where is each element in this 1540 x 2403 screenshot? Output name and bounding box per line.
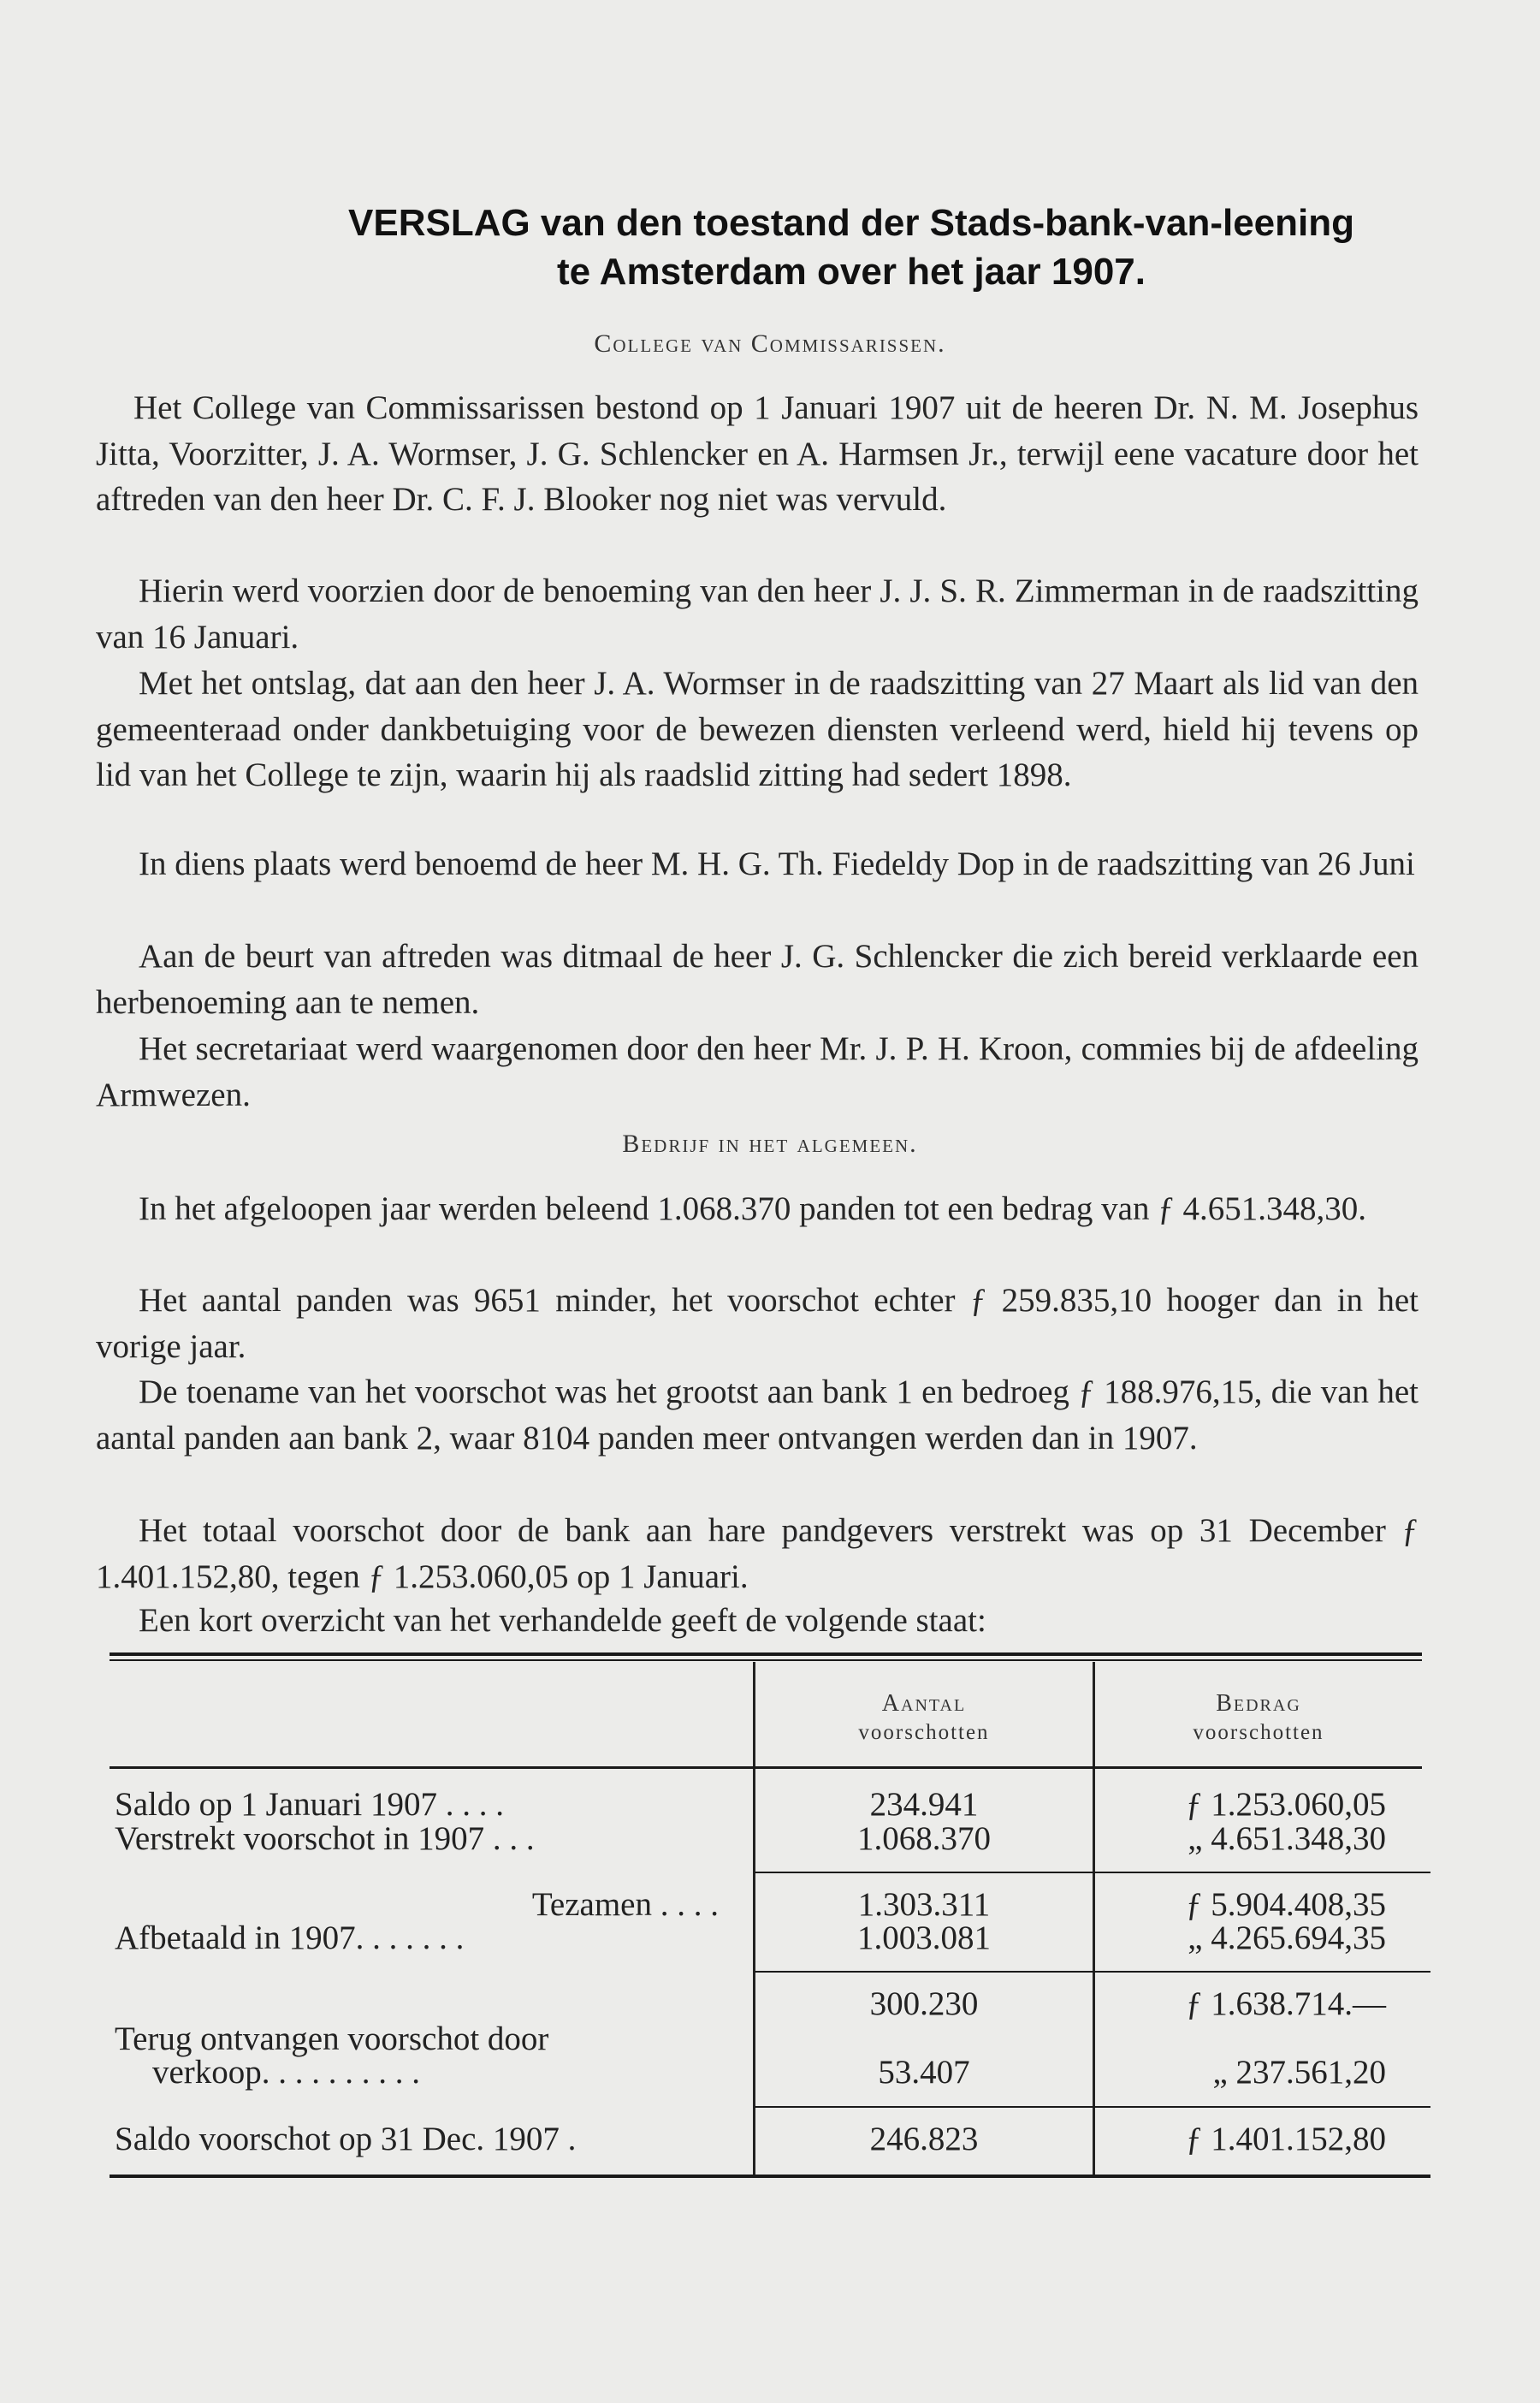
header-bedrag-top: Bedrag: [1216, 1690, 1301, 1717]
title-line-2: te Amsterdam over het jaar 1907.: [556, 251, 1146, 293]
header-aantal-top: Aantal: [881, 1690, 967, 1717]
table-row-label: Verstrekt voorschot in 1907 . . .: [115, 1820, 535, 1857]
table-row-label: Saldo op 1 Januari 1907 . . . .: [115, 1786, 504, 1823]
paragraph-3: Met het ontslag, dat aan den heer J. A. Wormser in de raadszitting van 27 Maart als lid van den gemeenteraad onder dankbetuiging voor de bewezen diensten verleend werd, hield hij tevens op lid van het College te zijn, waarin hij als raadslid zitting had sedert 1898.: [96, 665, 1419, 793]
table-cell-count: 1.303.311: [857, 1886, 991, 1923]
paragraph-9: De toename van het voorschot was het grootst aan bank 1 en bedroeg ƒ 188.976,15, die van het aantal panden aan bank 2, waar 8104 panden meer ontvangen werden dan in 1907.: [96, 1374, 1419, 1457]
paragraph-10: Het totaal voorschot door de bank aan hare pandgevers verstrekt was op 31 December ƒ 1.401.152,80, tegen ƒ 1.253.060,05 op 1 Januari.: [96, 1512, 1419, 1595]
table-cell-amount: ƒ 1.638.714.—: [1186, 1985, 1386, 2022]
paragraph-11: Een kort overzicht van het verhandelde geeft de volgende staat:: [139, 1602, 986, 1639]
table-header-rule: [110, 1766, 1422, 1769]
table-row-label: Terug ontvangen voorschot door: [115, 2020, 549, 2057]
table-cell-amount: ƒ 1.253.060,05: [1186, 1786, 1386, 1823]
section-heading-college: College van Commissarissen.: [594, 329, 946, 358]
table-cell-amount: „ 4.651.348,30: [1188, 1820, 1386, 1857]
table-subtotal-rule: [755, 2106, 1430, 2108]
table-cell-amount: ƒ 5.904.408,35: [1186, 1886, 1386, 1923]
table-cell-amount: „ 4.265.694,35: [1188, 1919, 1386, 1956]
report-title: [257, 199, 1446, 296]
header-aantal: [755, 1689, 1093, 1747]
table-cell-count: 234.941: [869, 1786, 979, 1823]
paragraph-2: Hierin werd voorzien door de benoeming van den heer J. J. S. R. Zimmerman in de raadszitting van 16 Januari.: [96, 573, 1419, 656]
paragraph-7: In het afgeloopen jaar werden beleend 1.068.370 panden tot een bedrag van ƒ 4.651.348,30.: [139, 1190, 1366, 1227]
table-bottom-rule: [110, 2175, 1430, 2178]
table-cell-count: 1.003.081: [857, 1919, 991, 1956]
section-heading-bedrijf: Bedrijf in het algemeen.: [622, 1130, 918, 1158]
title-line-1: VERSLAG van den toestand der Stads-bank-van-leening: [348, 202, 1354, 244]
table-subtotal-rule: [755, 1971, 1430, 1973]
paragraph-1: Het College van Commissarissen bestond op 1 Januari 1907 uit de heeren Dr. N. M. Josephus Jitta, Voorzitter, J. A. Wormser, J. G. Schlencker en A. Harmsen Jr., terwijl eene vacature door het aftreden van den heer Dr. C. F. J. Blooker nog niet was vervuld.: [96, 389, 1419, 518]
table-top-rule-thin: [110, 1659, 1422, 1661]
paragraph-6: Het secretariaat werd waargenomen door den heer Mr. J. P. H. Kroon, commies bij de afdeeling Armwezen.: [96, 1030, 1419, 1113]
header-aantal-bottom: voorschotten: [858, 1721, 990, 1744]
table-top-rule: [110, 1652, 1422, 1656]
table-cell-count: 300.230: [869, 1985, 979, 2022]
table-row-label: Saldo voorschot op 31 Dec. 1907 .: [115, 2121, 577, 2157]
table-cell-amount: ƒ 1.401.152,80: [1186, 2121, 1386, 2157]
paragraph-8: Het aantal panden was 9651 minder, het voorschot echter ƒ 259.835,10 hooger dan in het vorige jaar.: [96, 1282, 1419, 1365]
table-row-label: Tezamen . . . .: [531, 1886, 719, 1923]
table-cell-amount: „ 237.561,20: [1212, 2054, 1386, 2091]
table-cell-count: 1.068.370: [857, 1820, 991, 1857]
header-bedrag: [1095, 1689, 1422, 1747]
table-row-label: verkoop. . . . . . . . . .: [152, 2054, 421, 2091]
table-cell-count: 53.407: [878, 2054, 970, 2091]
table-row-label: Afbetaald in 1907. . . . . . .: [115, 1919, 465, 1956]
paragraph-4: In diens plaats werd benoemd de heer M. H. G. Th. Fiedeldy Dop in de raadszitting van 26 Juni: [139, 846, 1415, 882]
table-cell-count: 246.823: [869, 2121, 979, 2157]
table-subtotal-rule: [755, 1872, 1430, 1873]
paragraph-5: Aan de beurt van aftreden was ditmaal de heer J. G. Schlencker die zich bereid verklaarde een herbenoeming aan te nemen.: [96, 938, 1419, 1021]
header-bedrag-bottom: voorschotten: [1193, 1721, 1324, 1744]
